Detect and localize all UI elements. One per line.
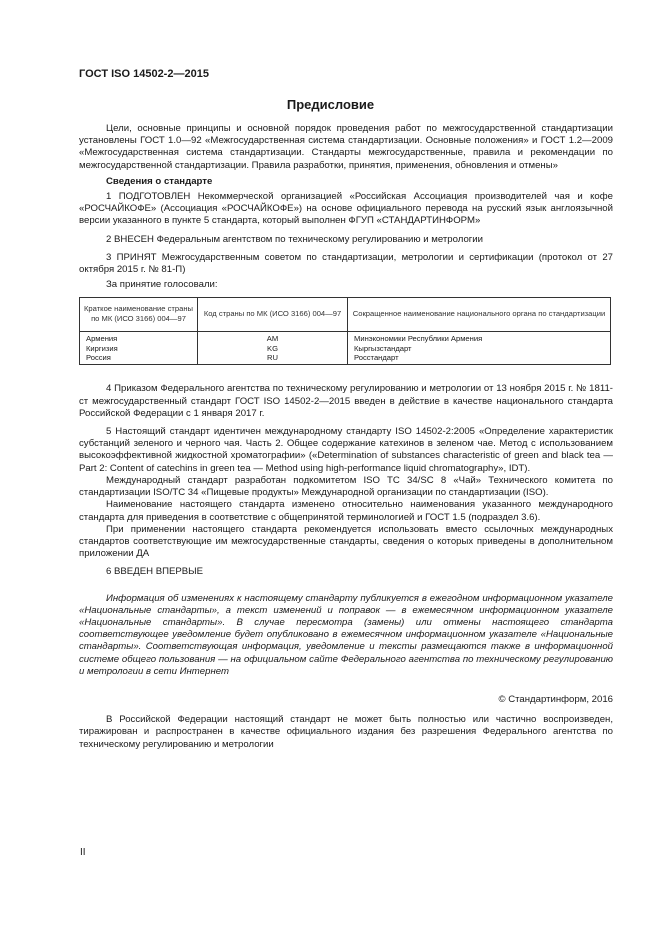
item-1-paragraph: 1 ПОДГОТОВЛЕН Некоммерческой организацией «Российская Ассоциация производителей чая и кофе «РОСЧАЙКОФЕ» (Ассоциация «РОСЧАЙКОФЕ») на основе официального перевода на русский язык англоязычной версии указанного в пункте 5 стандарта, который выполнен ФГУП «СТАНДАРТИНФОРМ»	[79, 191, 613, 227]
code-cell: KG	[198, 344, 348, 353]
document-code-header: ГОСТ ISO 14502-2—2015	[79, 68, 209, 80]
column-header-body: Сокращенное наименование национального органа по стандартизации	[348, 298, 611, 332]
country-cell: Киргизия	[80, 344, 198, 353]
country-cell: Россия	[80, 353, 198, 365]
item-6-paragraph: 6 ВВЕДЕН ВПЕРВЫЕ	[106, 566, 204, 578]
info-note-block	[79, 593, 613, 678]
document-body	[79, 123, 613, 751]
page-title: Предисловие	[286, 97, 375, 112]
standards-body-cell: Росстандарт	[348, 353, 611, 365]
country-cell: Армения	[80, 332, 198, 344]
code-cell: RU	[198, 353, 348, 365]
section-subheading: Сведения о стандарте	[106, 175, 213, 187]
item-5-subparagraph-1: Международный стандарт разработан подкомитетом ISO TC 34/SC 8 «Чай» Технического комитета по стандартизации ISO/TC 34 «Пищевые продукты» Международной организации по стандартизации (ISO).	[79, 474, 613, 499]
item-5-paragraph: 5 Настоящий стандарт идентичен международному стандарту ISO 14502-2:2005 «Определение характеристик субстанций зеленого и черного чая. Часть 2. Общее содержание катехинов в зеленом чае. Метод с использованием высокоэффективной жидкостной хроматографии» («Determination of substances characteristic of green and black tea — Part 2: Content of catechins in green tea — Method using high-performance liquid chromatography», IDT).	[79, 426, 613, 474]
table-row	[80, 344, 611, 353]
table-header-row	[80, 298, 611, 332]
table-row	[80, 332, 611, 344]
item-5-subparagraph-3: При применении настоящего стандарта рекомендуется использовать вместо ссылочных международных стандартов соответствующие им межгосударственные стандарты, сведения о которых приведены в дополнительном приложении ДА	[79, 523, 613, 560]
votes-label: За принятие голосовали:	[106, 279, 218, 291]
standards-body-cell: Кыргызстандарт	[348, 344, 611, 353]
info-note-paragraph: Информация об изменениях к настоящему стандарту публикуется в ежегодном информационном указателе «Национальные стандарты», а текст изменений и поправок — в ежемесячном информационном указателе «Национальные стандарты». В случае пересмотра (замены) или отмены настоящего стандарта соответствующее уведомление будет опубликовано в ежемесячном информационном указателе «Национальные стандарты». Соответствующая информация, уведомление и тексты размещаются также в информационной системе общего пользования — на официальном сайте Федерального агентства по техническому регулированию и метрологии в сети Интернет	[79, 592, 613, 677]
item-3-paragraph: 3 ПРИНЯТ Межгосударственным советом по стандартизации, метрологии и сертификации (протокол от 27 октября 2015 г. № 81-П)	[79, 251, 613, 276]
page-number: II	[80, 847, 86, 858]
intro-paragraph: Цели, основные принципы и основной порядок проведения работ по межгосударственной стандартизации установлены ГОСТ 1.0—92 «Межгосударственная система стандартизации. Основные положения» и ГОСТ 1.2—2009 «Межгосударственная система стандартизации. Стандарты межгосударственные, правила и рекомендации по межгосударственной стандартизации. Правила разработки, принятия, применения, обновления и отмены»	[79, 123, 613, 171]
code-cell: AM	[198, 332, 348, 344]
copyright-line: © Стандартинформ, 2016	[498, 693, 613, 705]
standards-body-cell: Минэкономики Республики Армения	[348, 332, 611, 344]
column-header-country: Краткое наименование страны по МК (ИСО 3166) 004—97	[80, 298, 198, 332]
column-header-code: Код страны по МК (ИСО 3166) 004—97	[198, 298, 348, 332]
restriction-paragraph: В Российской Федерации настоящий стандарт не может быть полностью или частично воспроизведен, тиражирован и распространен в качестве официального издания без разрешения Федерального агентства по техническому регулированию и метрологии	[79, 714, 613, 750]
item-2-paragraph: 2 ВНЕСЕН Федеральным агентством по техническому регулированию и метрологии	[106, 233, 484, 245]
item-4-paragraph: 4 Приказом Федерального агентства по техническому регулированию и метрологии от 13 ноября 2015 г. № 1811-ст межгосударственный стандарт ГОСТ ISO 14502-2—2015 введен в действие в качестве национального стандарта Российской Федерации с 1 января 2017 г.	[79, 383, 613, 419]
item-5-subparagraph-2: Наименование настоящего стандарта изменено относительно наименования указанного международного стандарта для приведения в соответствие с общепринятой терминологией и ГОСТ 1.5 (подраздел 3.6).	[79, 499, 613, 523]
table-row	[80, 353, 611, 365]
votes-table	[79, 297, 611, 365]
